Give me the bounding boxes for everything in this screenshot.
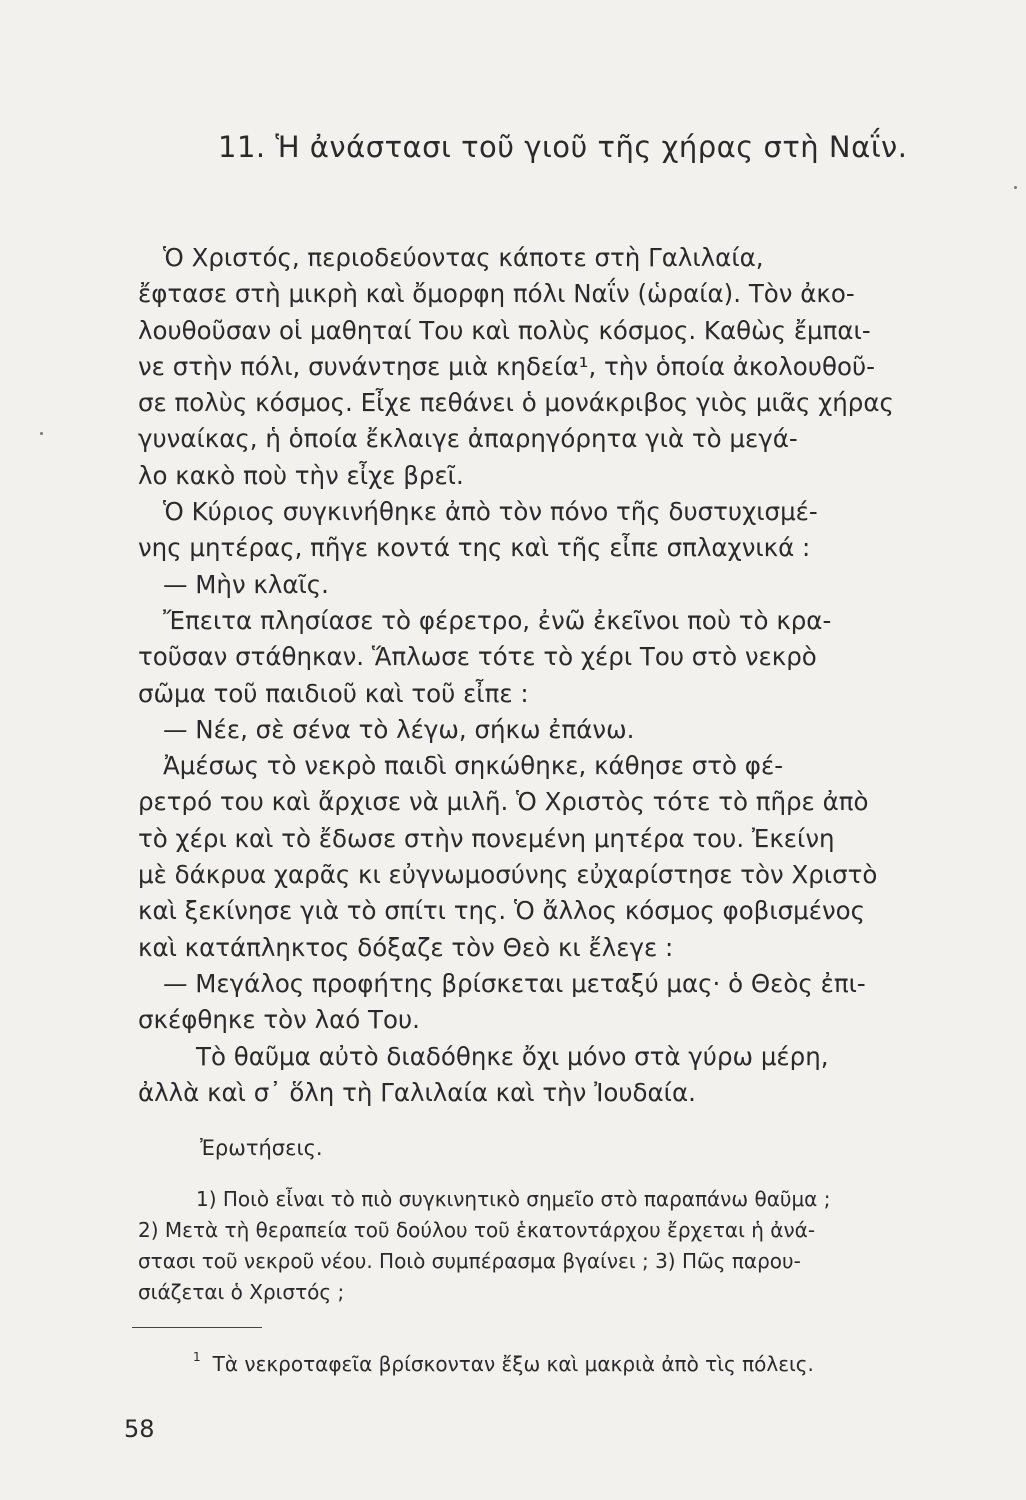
text-line: ρετρό του καὶ ἄρχισε νὰ μιλῆ. Ὁ Χριστὸς τότε τὸ πῆρε ἀπὸ — [138, 787, 869, 817]
text-line: λουθοῦσαν οἱ μαθηταί Του καὶ πολὺς κόσμος. Καθὼς ἔμπαι- — [138, 315, 871, 345]
text-line: — Μεγάλος προφήτης βρίσκεται μεταξύ μας· ὁ Θεὸς ἐπι- — [163, 968, 866, 998]
text-line: καὶ ξεκίνησε γιὰ τὸ σπίτι της. Ὁ ἄλλος κόσμος φοβισμένος — [138, 896, 866, 926]
question-line: σιάζεται ὁ Χριστός ; — [138, 1280, 345, 1304]
text-line: σκέφθηκε τὸν λαό Του. — [138, 1005, 420, 1035]
text-line: τοῦσαν στάθηκαν. Ἅπλωσε τότε τὸ χέρι Του στὸ νεκρὸ — [138, 642, 817, 672]
text-line: λο κακὸ ποὺ τὴν εἶχε βρεῖ. — [138, 460, 464, 490]
text-line: ἔφτασε στὴ μικρὴ καὶ ὄμορφη πόλι Ναΐν (ὡραία). Τὸν ἀκο- — [138, 279, 855, 309]
page-number: 58 — [124, 1415, 155, 1443]
text-line: νης μητέρας, πῆγε κοντά της καὶ τῆς εἶπε σπλαχνικά : — [138, 533, 811, 563]
chapter-title: 11. Ἡ ἀνάστασι τοῦ γιοῦ τῆς χήρας στὴ Ναΐν. — [218, 130, 908, 164]
text-line: σε πολὺς κόσμος. Εἶχε πεθάνει ὁ μονάκριβος γιὸς μιᾶς χήρας — [138, 388, 894, 418]
footnote-mark: 1 — [193, 1350, 201, 1365]
questions-block — [138, 1184, 960, 1308]
text-line: ἀλλὰ καὶ σ᾽ ὅλη τὴ Γαλιλαία καὶ τὴν Ἰουδαία. — [138, 1077, 696, 1107]
text-line: σῶμα τοῦ παιδιοῦ καὶ τοῦ εἶπε : — [138, 678, 529, 708]
question-line: 1) Ποιὸ εἶναι τὸ πιὸ συγκινητικὸ σημεῖο στὸ παραπάνω θαῦμα ; — [196, 1187, 831, 1211]
text-line: — Νέε, σὲ σένα τὸ λέγω, σήκω ἐπάνω. — [163, 714, 635, 744]
footnote — [193, 1352, 814, 1376]
text-line: τὸ χέρι καὶ τὸ ἔδωσε στὴν πονεμένη μητέρα του. Ἐκείνη — [138, 823, 835, 853]
text-line: Ὁ Χριστός, περιοδεύοντας κάποτε στὴ Γαλιλαία, — [163, 243, 764, 272]
text-line: μὲ δάκρυα χαρᾶς κι εὐγνωμοσύνης εὐχαρίστησε τὸν Χριστὸ — [138, 860, 878, 890]
print-speck — [40, 432, 43, 435]
text-line: Ἀμέσως τὸ νεκρὸ παιδὶ σηκώθηκε, κάθησε στὸ φέ- — [163, 751, 784, 781]
text-line: Ὁ Κύριος συγκινήθηκε ἀπὸ τὸν πόνο τῆς δυστυχισμέ- — [163, 497, 818, 527]
print-speck — [1014, 186, 1017, 189]
footnote-text: Τὰ νεκροταφεῖα βρίσκονταν ἔξω καὶ μακριὰ ἀπὸ τὶς πόλεις. — [212, 1352, 814, 1376]
text-line: Τὸ θαῦμα αὐτὸ διαδόθηκε ὄχι μόνο στὰ γύρω μέρη, — [196, 1041, 829, 1071]
question-line: 2) Μετὰ τὴ θεραπεία τοῦ δούλου τοῦ ἑκατοντάρχου ἔρχεται ἡ ἀνά- — [138, 1218, 816, 1242]
questions-heading: Ἐρωτήσεις. — [200, 1136, 323, 1160]
text-line: νε στὴν πόλι, συνάντησε μιὰ κηδεία¹, τὴν ὁποία ἀκολουθοῦ- — [138, 351, 875, 381]
text-line: — Μὴν κλαῖς. — [163, 569, 329, 599]
text-line: καὶ κατάπληκτος δόξαζε τὸν Θεὸ κι ἔλεγε : — [138, 932, 674, 962]
text-line: Ἔπειτα πλησίασε τὸ φέρετρο, ἐνῶ ἐκεῖνοι ποὺ τὸ κρα- — [163, 605, 832, 635]
text-line: γυναίκας, ἡ ὁποία ἔκλαιγε ἀπαρηγόρητα γιὰ τὸ μεγά- — [138, 424, 798, 454]
footnote-divider — [132, 1327, 262, 1328]
question-line: στασι τοῦ νεκροῦ νέου. Ποιὸ συμπέρασμα βγαίνει ; 3) Πῶς παρου- — [138, 1249, 801, 1273]
main-text — [138, 240, 960, 1111]
